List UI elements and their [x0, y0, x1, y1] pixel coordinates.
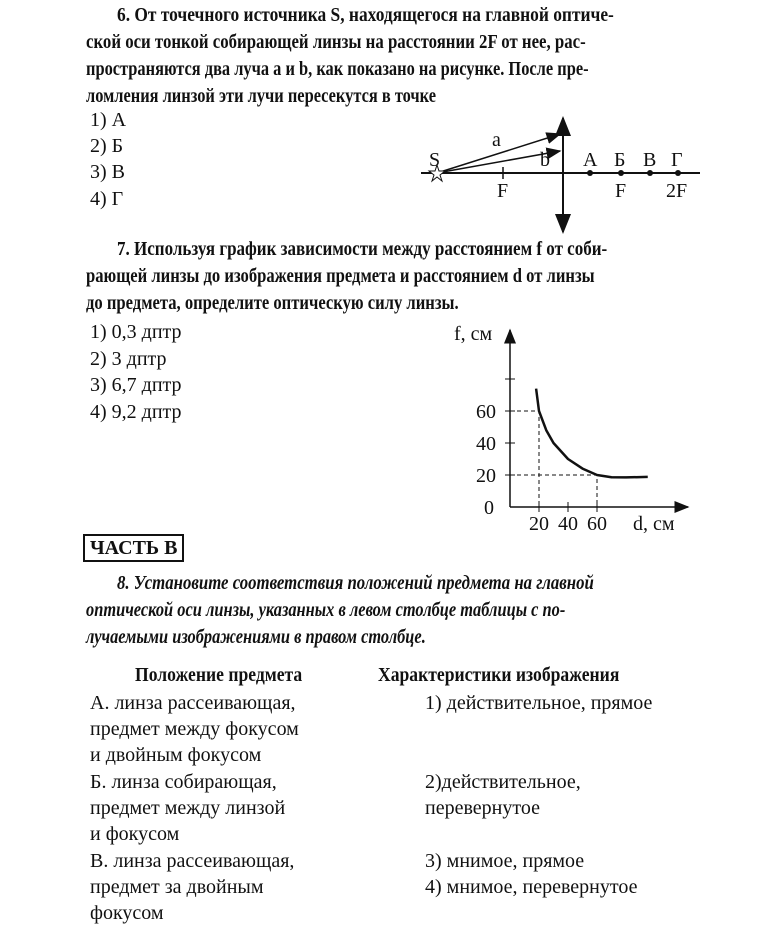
graph-f-vs-d	[454, 323, 688, 535]
label-S: S	[429, 149, 441, 171]
label-F: F	[615, 180, 627, 202]
label-G: Г	[671, 149, 683, 171]
q6-text: 6. От точечного источника S, находящегося на главной оптиче-	[117, 4, 614, 26]
y-tick-label: 40	[476, 433, 496, 455]
q7-option: 2) 3 дптр	[90, 348, 167, 370]
q6-text: ской оси тонкой собирающей линзы на расстоянии 2F от нее, рас-	[86, 31, 586, 53]
y-axis-label: f, см	[454, 323, 493, 345]
right-column-line: 4) мнимое, перевернутое	[425, 876, 638, 898]
column-header-left: Положение предмета	[135, 664, 303, 686]
column-header-right: Характеристики изображения	[378, 664, 620, 686]
label-b: b	[540, 149, 550, 171]
x-axis-label: d, см	[633, 513, 675, 535]
q8-text: 8. Установите соответствия положений предмета на главной	[117, 572, 594, 594]
label-B: Б	[614, 149, 626, 171]
q6-option: 1) А	[90, 109, 127, 131]
left-column-line: предмет между линзой	[90, 797, 286, 819]
left-column-line: и двойным фокусом	[90, 744, 262, 766]
guide-line	[510, 475, 597, 507]
q7-option: 4) 9,2 дптр	[90, 401, 182, 423]
q7-text: 7. Используя график зависимости между расстоянием f от соби-	[117, 238, 608, 260]
label-2F: 2F	[666, 180, 688, 202]
left-column-line: и фокусом	[90, 823, 180, 845]
right-column-line: 1) действительное, прямое	[425, 692, 653, 714]
q8-text: лучаемыми изображениями в правом столбце.	[86, 626, 426, 648]
y-tick-label: 0	[484, 497, 494, 519]
curve-line	[536, 389, 648, 478]
q7-text: до предмета, определите оптическую силу линзы.	[86, 292, 459, 314]
left-column-line: А. линза рассеивающая,	[90, 692, 296, 714]
label-a: a	[492, 129, 501, 151]
left-column-line: предмет между фокусом	[90, 718, 299, 740]
lens-diagram	[421, 118, 700, 232]
right-column-line: перевернутое	[425, 797, 540, 819]
left-column-line: предмет за двойным	[90, 876, 264, 898]
q7-option: 1) 0,3 дптр	[90, 321, 182, 343]
q6-option: 3) В	[90, 161, 125, 183]
label-F: F	[497, 180, 509, 202]
x-tick-label: 40	[558, 513, 578, 535]
x-tick-label: 60	[587, 513, 607, 535]
q6-option: 4) Г	[90, 188, 124, 210]
q7-option: 3) 6,7 дптр	[90, 374, 182, 396]
q6-option: 2) Б	[90, 135, 124, 157]
section-heading: ЧАСТЬ В	[83, 534, 184, 562]
y-tick-label: 20	[476, 465, 496, 487]
right-column-line: 2)действительное,	[425, 771, 581, 793]
q8-text: оптической оси линзы, указанных в левом столбце таблицы с по-	[86, 599, 566, 621]
y-tick-label: 60	[476, 401, 496, 423]
guide-line	[510, 411, 539, 507]
x-tick-label: 20	[529, 513, 549, 535]
left-column-line: Б. линза собирающая,	[90, 771, 277, 793]
q6-text: ломления линзой эти лучи пересекутся в точке	[86, 85, 436, 107]
label-V: В	[643, 149, 657, 171]
q6-text: пространяются два луча a и b, как показано на рисунке. После пре-	[86, 58, 589, 80]
right-column-line: 3) мнимое, прямое	[425, 850, 585, 872]
q7-text: рающей линзы до изображения предмета и расстоянием d от линзы	[86, 265, 595, 287]
left-column-line: В. линза рассеивающая,	[90, 850, 295, 872]
left-column-line: фокусом	[90, 902, 164, 924]
label-A: А	[583, 149, 598, 171]
